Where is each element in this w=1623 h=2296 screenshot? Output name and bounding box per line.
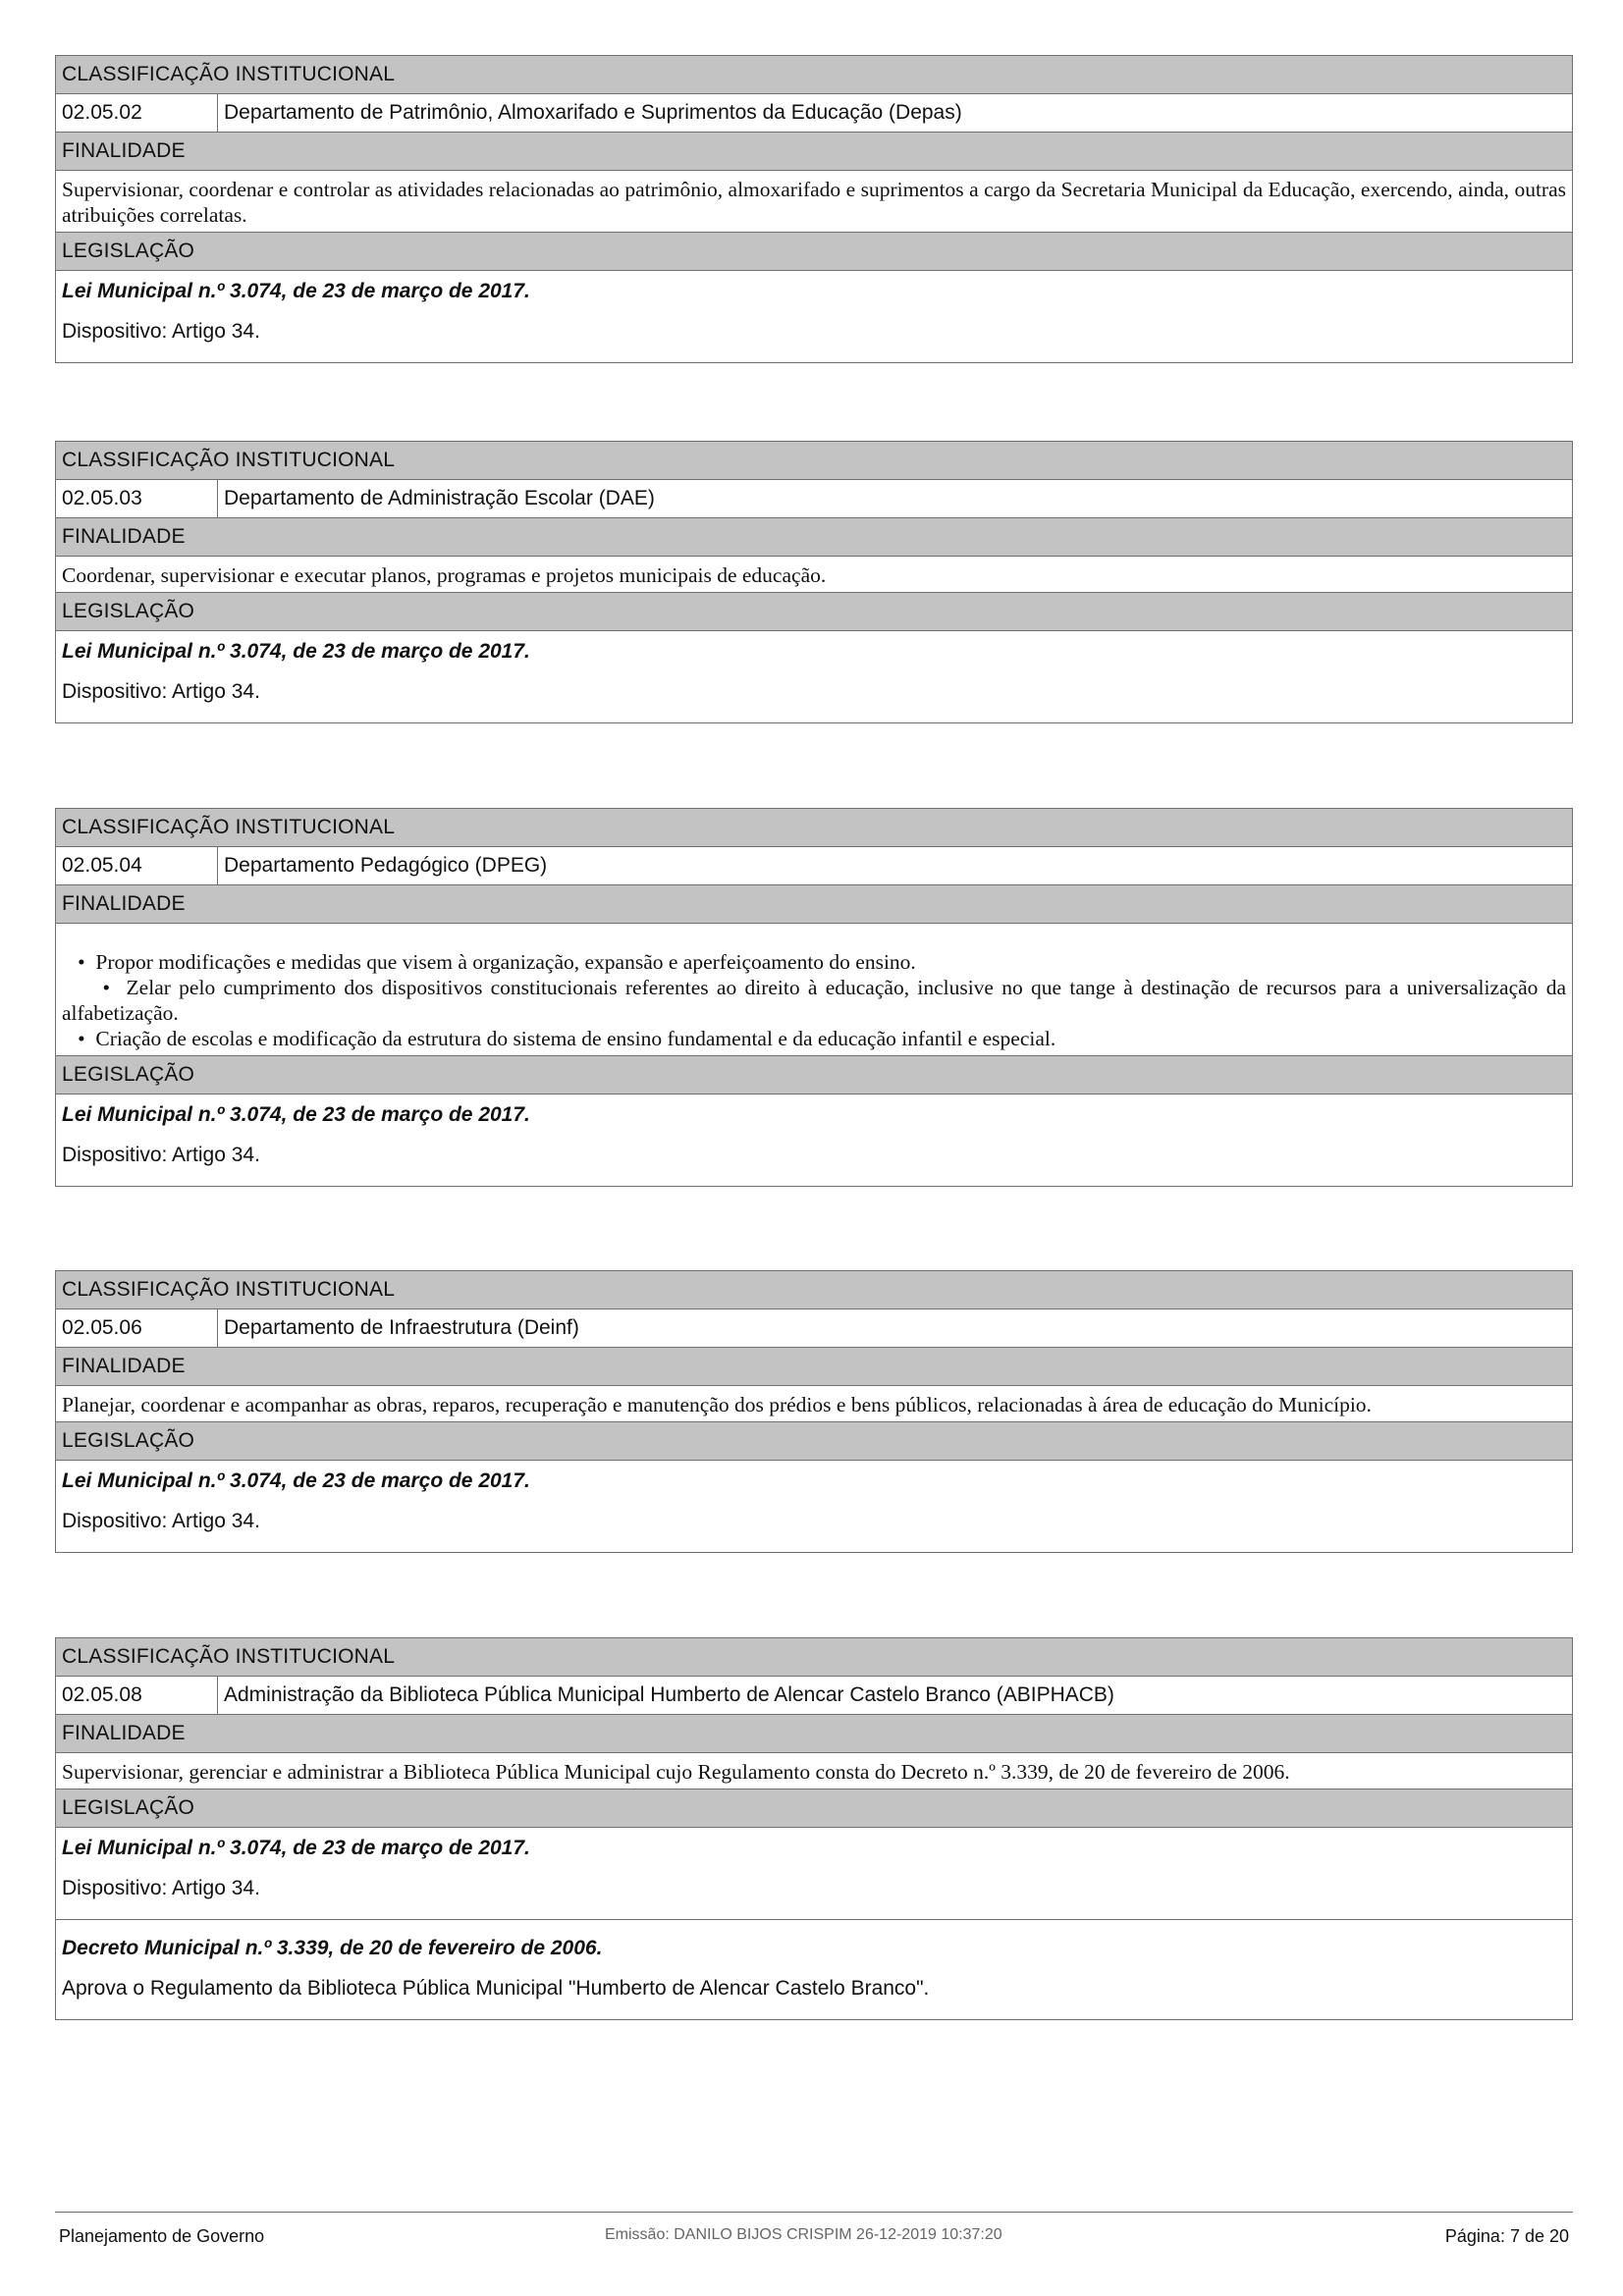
classification-code: 02.05.04 (56, 847, 218, 884)
legislation-entry (56, 631, 1572, 722)
law-title: Lei Municipal n.º 3.074, de 23 de março de 2017. (62, 1469, 530, 1492)
list-item: • Criação de escolas e modificação da estrutura do sistema de ensino fundamental e da educação infantil e especial. (62, 1027, 1056, 1050)
department-name: Departamento de Infraestrutura (Deinf) (224, 1316, 579, 1339)
page-number: Página: 7 de 20 (1444, 2226, 1569, 2246)
law-description: Dispositivo: Artigo 34. (62, 1144, 260, 1166)
code-row (56, 1677, 1572, 1715)
classification-code: 02.05.02 (56, 94, 218, 132)
classificacao-header: CLASSIFICAÇÃO INSTITUCIONAL (56, 1271, 1572, 1309)
department-name: Departamento de Administração Escolar (DAE) (224, 487, 655, 509)
record-block (55, 55, 1573, 363)
finalidade-text: Planejar, coordenar e acompanhar as obras, reparos, recuperação e manutenção dos prédios e bens públicos, relacionadas à área de educação do Município. (56, 1386, 1572, 1422)
code-row (56, 847, 1572, 885)
law-title: Decreto Municipal n.º 3.339, de 20 de fevereiro de 2006. (62, 1937, 603, 1959)
record-block (55, 1270, 1573, 1553)
classificacao-header: CLASSIFICAÇÃO INSTITUCIONAL (56, 442, 1572, 480)
code-row (56, 1309, 1572, 1348)
law-title: Lei Municipal n.º 3.074, de 23 de março de 2017. (62, 280, 530, 302)
law-title: Lei Municipal n.º 3.074, de 23 de março de 2017. (62, 1103, 530, 1126)
classificacao-header: CLASSIFICAÇÃO INSTITUCIONAL (56, 1638, 1572, 1677)
list-item: • Zelar pelo cumprimento dos dispositivos constitucionais referentes ao direito à educação, inclusive no que tange à destinação de recursos para a universalização da alfabetização. (62, 976, 1566, 1025)
law-title: Lei Municipal n.º 3.074, de 23 de março de 2017. (62, 640, 530, 663)
finalidade-header: FINALIDADE (56, 885, 1572, 924)
legislation-entry (56, 1095, 1572, 1186)
legislation-entry (56, 271, 1572, 362)
classificacao-header: CLASSIFICAÇÃO INSTITUCIONAL (56, 56, 1572, 94)
finalidade-header: FINALIDADE (56, 133, 1572, 171)
list-item: • Propor modificações e medidas que visem à organização, expansão e aperfeiçoamento do ensino. (62, 950, 916, 974)
page-footer (55, 2212, 1573, 2252)
finalidade-text: Supervisionar, gerenciar e administrar a Biblioteca Pública Municipal cujo Regulamento consta do Decreto n.º 3.339, de 20 de fevereiro de 2006. (56, 1753, 1572, 1789)
legislacao-header: LEGISLAÇÃO (56, 1056, 1572, 1095)
classification-code: 02.05.03 (56, 480, 218, 517)
code-row (56, 480, 1572, 518)
legislation-entry (56, 1461, 1572, 1552)
law-description: Dispositivo: Artigo 34. (62, 1510, 260, 1532)
classification-code: 02.05.08 (56, 1677, 218, 1714)
department-name: Administração da Biblioteca Pública Municipal Humberto de Alencar Castelo Branco (ABIPHACB) (224, 1683, 1114, 1706)
law-description: Dispositivo: Artigo 34. (62, 1877, 260, 1899)
finalidade-header: FINALIDADE (56, 518, 1572, 557)
footer-emission: Emissão: DANILO BIJOS CRISPIM 26-12-2019 10:37:20 (605, 2226, 1002, 2243)
record-block (55, 1637, 1573, 2020)
finalidade-header: FINALIDADE (56, 1715, 1572, 1753)
law-description: Aprova o Regulamento da Biblioteca Pública Municipal "Humberto de Alencar Castelo Branco". (62, 1977, 930, 2000)
classificacao-header: CLASSIFICAÇÃO INSTITUCIONAL (56, 809, 1572, 847)
legislacao-header: LEGISLAÇÃO (56, 593, 1572, 631)
finalidade-text: Coordenar, supervisionar e executar planos, programas e projetos municipais de educação. (56, 557, 1572, 593)
finalidade-list (56, 924, 1572, 1056)
finalidade-header: FINALIDADE (56, 1348, 1572, 1386)
finalidade-text: Supervisionar, coordenar e controlar as atividades relacionadas ao patrimônio, almoxarifado e suprimentos a cargo da Secretaria Municipal da Educação, exercendo, ainda, outras atribuições correlatas. (56, 171, 1572, 233)
record-block (55, 441, 1573, 723)
legislacao-header: LEGISLAÇÃO (56, 1789, 1572, 1828)
legislacao-header: LEGISLAÇÃO (56, 233, 1572, 271)
code-row (56, 94, 1572, 133)
record-block (55, 808, 1573, 1187)
legislacao-header: LEGISLAÇÃO (56, 1422, 1572, 1461)
legislation-entry (56, 1828, 1572, 1919)
law-description: Dispositivo: Artigo 34. (62, 320, 260, 343)
legislation-entry (56, 1919, 1572, 2019)
footer-title: Planejamento de Governo (59, 2226, 265, 2246)
department-name: Departamento Pedagógico (DPEG) (224, 854, 548, 877)
classification-code: 02.05.06 (56, 1309, 218, 1347)
law-title: Lei Municipal n.º 3.074, de 23 de março de 2017. (62, 1837, 530, 1859)
law-description: Dispositivo: Artigo 34. (62, 680, 260, 703)
department-name: Departamento de Patrimônio, Almoxarifado e Suprimentos da Educação (Depas) (224, 101, 962, 124)
